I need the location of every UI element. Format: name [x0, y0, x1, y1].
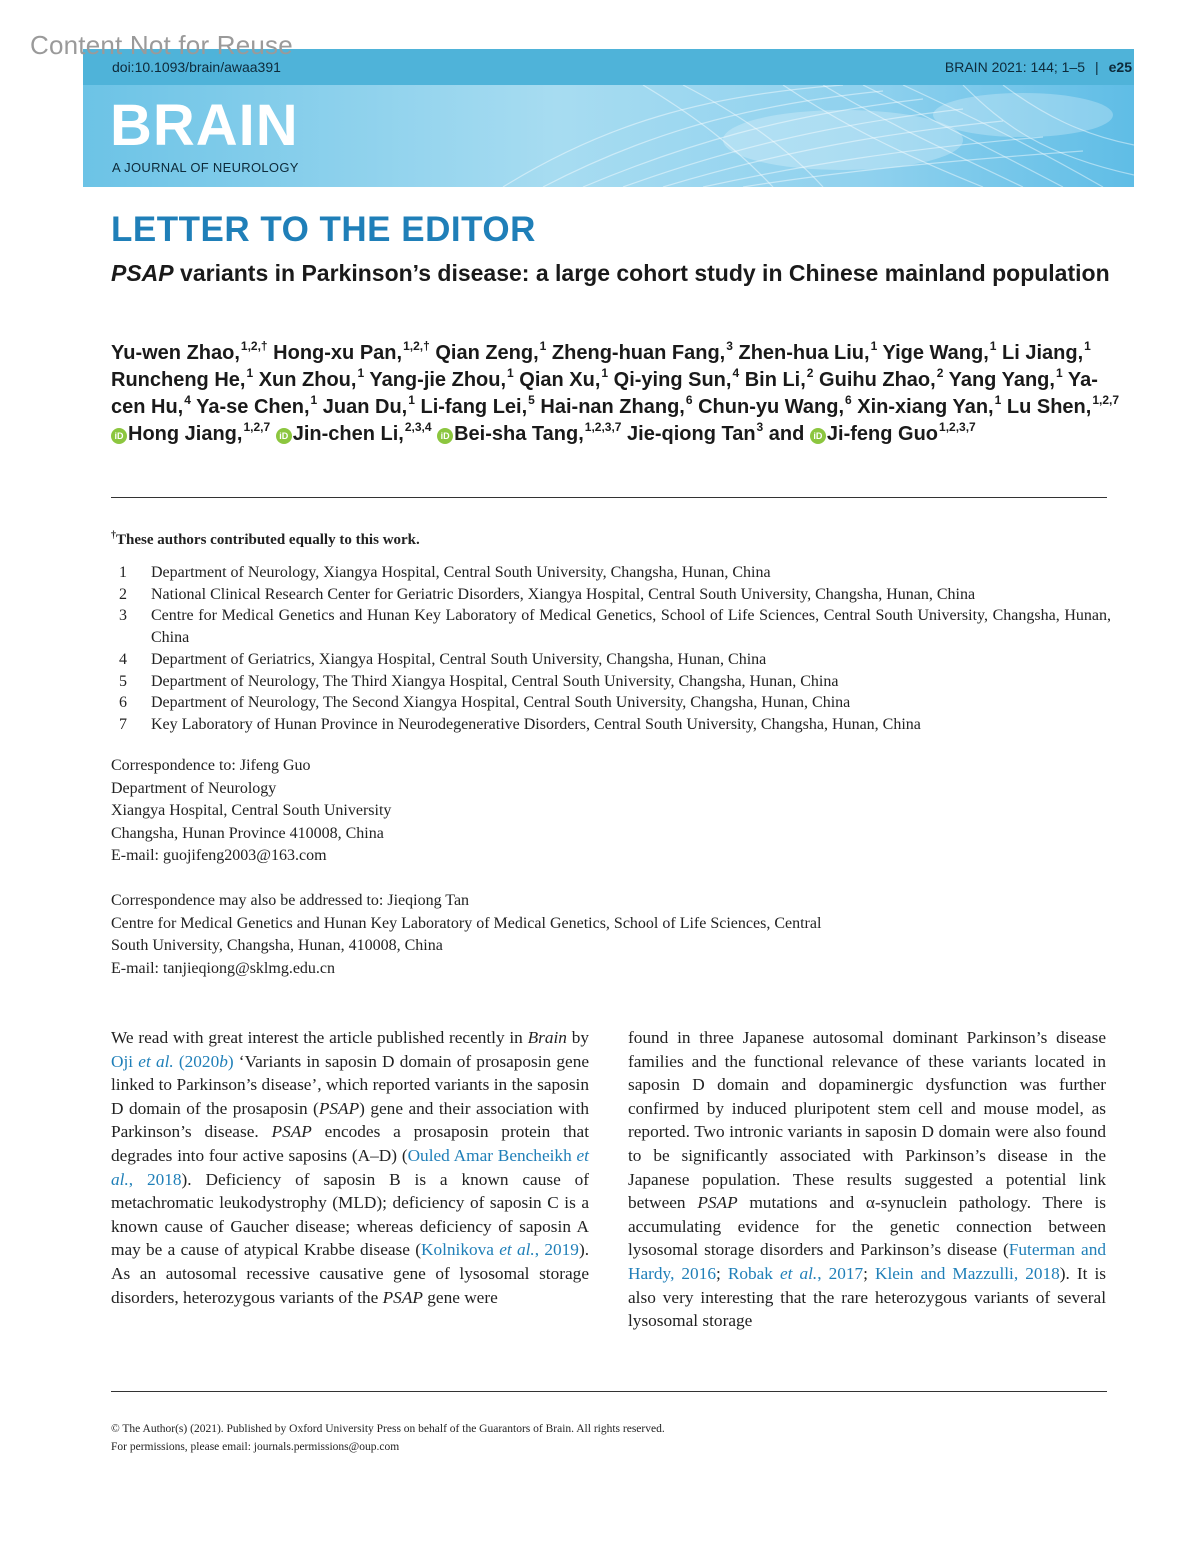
affiliation-list: [111, 562, 1111, 736]
author-name: Hong Jiang,: [128, 423, 243, 445]
citation-link[interactable]: Ouled Amar Bencheikh: [407, 1145, 577, 1165]
article-id: e25: [1108, 59, 1132, 75]
author-name: Xin-xiang Yan,: [857, 396, 994, 418]
journal-citation: BRAIN 2021: 144; 1–5 | e25: [944, 59, 1132, 75]
author-affiliation-marks: 1,2,3,7: [584, 420, 622, 434]
author: [1006, 393, 1120, 418]
author: [857, 393, 1002, 418]
author-name: Runcheng He,: [111, 369, 246, 391]
author: [819, 366, 944, 391]
author: [738, 339, 878, 364]
author: [540, 393, 693, 418]
affiliation-item: [111, 562, 1111, 584]
affiliation-item: [111, 605, 1111, 648]
email-line[interactable]: E-mail: guojifeng2003@163.com: [111, 847, 327, 865]
correspondence-secondary: [111, 890, 1111, 980]
author-name: Lu Shen,: [1006, 396, 1092, 418]
author: [111, 339, 268, 364]
affiliation-text: Department of Neurology, Xiangya Hospital, Central South University, Changsha, Hunan, China: [151, 564, 771, 581]
correspondence-line: Xiangya Hospital, Central South University: [111, 802, 392, 820]
author-affiliation-marks: 1,2,3,7: [939, 420, 976, 434]
author-name: Xun Zhou,: [258, 369, 357, 391]
affiliation-text: National Clinical Research Center for Geriatric Disorders, Xiangya Hospital, Central South University, Changsha, Hunan, China: [151, 585, 976, 603]
author: [111, 420, 271, 445]
citation-link[interactable]: (2020: [173, 1051, 220, 1071]
author-affiliation-marks: 1: [507, 366, 514, 380]
body-text: ) gene and their association with Parkinson’s disease.: [111, 1098, 590, 1142]
author-name: Jie-qiong Tan: [627, 423, 756, 445]
author: [519, 366, 609, 391]
body-text: by: [566, 1028, 589, 1047]
journal-logo: BRAIN: [110, 93, 299, 158]
body-text: ). It is also very interesting that the rare heterozygous variants of several lysosomal storage: [628, 1263, 1106, 1331]
affiliation-item: [111, 692, 1111, 714]
author-name: Yang Yang,: [948, 369, 1055, 391]
title-rest: variants in Parkinson’s disease: a large cohort study in Chinese mainland population: [173, 260, 1110, 286]
citation-link[interactable]: Klein and Mazzulli, 2018: [875, 1263, 1060, 1283]
body-text: mutations and α-synuclein pathology. There is accumulating evidence for the genetic connection between lysosomal storage disorders and Parkinson’s disease (: [628, 1193, 1106, 1260]
author-name: Yige Wang,: [882, 342, 989, 364]
italic-text: PSAP: [318, 1098, 360, 1118]
author-affiliation-marks: 1,2,†: [403, 339, 430, 353]
affiliation-number: 5: [119, 672, 127, 690]
affiliation-number: 3: [119, 607, 127, 625]
author: [613, 366, 740, 391]
doi-link[interactable]: doi:10.1093/brain/awaa391: [112, 59, 281, 75]
citation-link[interactable]: [780, 1264, 817, 1283]
author-affiliation-marks: 1: [994, 393, 1002, 407]
copyright-footer: [111, 1420, 665, 1456]
author-affiliation-marks: 5: [528, 393, 535, 407]
body-text: ‘Variants in saposin D domain of prosaposin gene linked to Parkinson’s disease’, which reported variants in the saposin D domain of the prosaposin (: [111, 1051, 589, 1118]
author-list: [111, 340, 1121, 448]
body-text: ;: [863, 1263, 876, 1283]
author: [948, 366, 1063, 391]
affiliation-number: 4: [119, 650, 127, 668]
affiliation-item: [111, 584, 1111, 606]
author-name: Yang-jie Zhou,: [369, 369, 507, 391]
author-affiliation-marks: 1: [989, 339, 997, 353]
author: [437, 420, 622, 445]
author-affiliation-marks: 4: [732, 366, 740, 380]
citation-italic: et al.: [138, 1051, 174, 1071]
affiliation-number: 1: [119, 564, 127, 581]
author: [882, 339, 997, 364]
equal-contribution-note: [111, 530, 420, 549]
body-column-right: [628, 1026, 1106, 1333]
author-affiliation-marks: 4: [184, 393, 191, 407]
author-affiliation-marks: 1,2,7: [243, 420, 271, 434]
affiliation-item: [111, 671, 1111, 693]
citation-italic: et al.: [499, 1240, 535, 1260]
citation-link[interactable]: ): [227, 1051, 234, 1071]
author-name: Hong-xu Pan,: [273, 342, 403, 364]
author: [322, 393, 415, 418]
author-affiliation-marks: 2: [806, 366, 814, 380]
affiliation-text: Department of Neurology, The Second Xiangya Hospital, Central South University, Changsha, Hunan, China: [151, 694, 851, 712]
author: [551, 339, 733, 364]
affiliation-item: [111, 649, 1111, 671]
author-affiliation-marks: 1: [408, 393, 415, 407]
orcid-icon[interactable]: iD: [437, 428, 453, 444]
section-label: LETTER TO THE EDITOR: [111, 210, 536, 249]
body-text: ). As an autosomal recessive causative gene of lysosomal storage disorders, heterozygous variants of the: [111, 1240, 590, 1307]
citation-italic: et al.: [779, 1263, 818, 1283]
citation-italic: et al.: [111, 1145, 589, 1189]
body-column-left: [111, 1026, 589, 1309]
journal-subtitle: A JOURNAL OF NEUROLOGY: [112, 160, 299, 175]
author: [627, 420, 764, 445]
author-affiliation-marks: 2: [936, 366, 944, 380]
author-name: Yu-wen Zhao,: [111, 342, 240, 364]
correspondence-line: Department of Neurology: [111, 779, 277, 797]
author-affiliation-marks: 1: [601, 366, 609, 380]
author-affiliation-marks: 1: [246, 366, 254, 380]
author-affiliation-marks: 3: [756, 420, 764, 434]
citation-link[interactable]: Oji: [111, 1051, 139, 1071]
correspondence-line: Changsha, Hunan Province 410008, China: [111, 824, 384, 842]
correspondence-line: Correspondence may also be addressed to: Jieqiong Tan: [111, 892, 470, 909]
citation-link[interactable]: [219, 1052, 228, 1071]
italic-text: Brain: [527, 1028, 567, 1047]
author: [258, 366, 365, 391]
citation-link[interactable]: , 2019: [534, 1240, 579, 1260]
author-affiliation-marks: 1: [1084, 339, 1091, 353]
author-name: Ya-cen Hu,: [111, 369, 1098, 418]
author: [196, 393, 318, 418]
citation-link[interactable]: , 2017: [817, 1263, 864, 1283]
author-name: Qian Zeng,: [435, 342, 539, 364]
author-affiliation-marks: 1: [1055, 366, 1063, 380]
citation-italic: b: [219, 1051, 228, 1071]
author: [435, 339, 547, 364]
author-name: Hai-nan Zhang,: [540, 396, 685, 418]
correspondence-line: Correspondence to: Jifeng Guo: [111, 757, 311, 774]
body-text: ). Deficiency of saposin B is a known cause of metachromatic leukodystrophy (MLD); deficiency of saposin C is a known cause of Gaucher disease; whereas deficiency of saposin A may be a cause of atypical Krabbe disease (: [111, 1169, 590, 1260]
correspondence-line: Centre for Medical Genetics and Hunan Key Laboratory of Medical Genetics, School of Life Sciences, Central: [111, 914, 822, 932]
citation-link[interactable]: Robak: [727, 1263, 780, 1283]
copyright-line: © The Author(s) (2021). Published by Oxford University Press on behalf of the Guarantors of Brain. All rights reserved.: [111, 1423, 665, 1435]
correspondence-primary: [111, 755, 1111, 868]
author-name: Bin Li,: [744, 369, 806, 391]
author: [769, 423, 805, 445]
citation-link[interactable]: , 2018: [128, 1169, 182, 1189]
italic-text: PSAP: [382, 1287, 423, 1307]
author-affiliation-marks: 3: [726, 339, 733, 353]
affiliation-number: 2: [119, 585, 127, 603]
citation-link[interactable]: [138, 1052, 173, 1071]
author-affiliation-marks: 6: [845, 393, 852, 407]
author: [698, 393, 852, 418]
footer-divider: [111, 1391, 1107, 1392]
citation-link[interactable]: [499, 1240, 535, 1259]
author-affiliation-marks: 1,2,†: [240, 339, 268, 353]
orcid-icon[interactable]: iD: [111, 428, 127, 444]
body-text: gene were: [422, 1287, 498, 1307]
affiliation-text: Centre for Medical Genetics and Hunan Key Laboratory of Medical Genetics, School of Life Sciences, Central South University, Changsha, Hunan, China: [151, 607, 1111, 647]
body-text: We read with great interest the article published recently in: [111, 1028, 528, 1047]
author-affiliation-marks: 6: [685, 393, 693, 407]
orcid-icon[interactable]: iD: [276, 428, 292, 444]
author-name: Li Jiang,: [1002, 342, 1084, 364]
affiliation-number: 6: [119, 694, 127, 712]
affiliation-number: 7: [119, 715, 127, 733]
author-affiliation-marks: 1,2,7: [1092, 393, 1120, 407]
correspondence-line: South University, Changsha, Hunan, 410008, China: [111, 937, 443, 955]
author: [273, 339, 430, 364]
watermark: Content Not for Reuse: [30, 30, 293, 60]
body-text: ;: [715, 1263, 728, 1283]
citation-link[interactable]: Futerman and Hardy, 2016: [628, 1240, 1106, 1283]
affiliation-text: Key Laboratory of Hunan Province in Neurodegenerative Disorders, Central South University, Changsha, Hunan, China: [151, 715, 921, 733]
citation-link[interactable]: Kolnikova: [420, 1240, 500, 1260]
dagger-mark: †: [111, 530, 116, 541]
author-name: Bei-sha Tang,: [454, 423, 584, 445]
author-affiliation-marks: 1: [310, 393, 318, 407]
title-gene: PSAP: [111, 260, 174, 286]
author-name: Jin-chen Li,: [292, 423, 404, 445]
author-name: Li-fang Lei,: [420, 396, 528, 418]
author-name: Chun-yu Wang,: [698, 396, 845, 418]
author: [369, 366, 514, 391]
author-affiliation-marks: 2,3,4: [404, 420, 432, 434]
body-text: found in three Japanese autosomal dominant Parkinson’s disease families and the functional relevance of these variants located in saposin D domain and dopaminergic dysfunction was further confirmed by induced pluripotent stem cell and mouse model, as reported. Two intronic variants in saposin D domain were also found to be significantly associated with Parkinson’s disease in the Japanese population. These results suggested a potential link between: [628, 1028, 1106, 1213]
affiliation-text: Department of Neurology, The Third Xiangya Hospital, Central South University, Changsha, Hunan, China: [151, 672, 839, 690]
author-name: Zheng-huan Fang,: [551, 342, 726, 364]
italic-text: PSAP: [271, 1122, 312, 1142]
affiliation-text: Department of Geriatrics, Xiangya Hospital, Central South University, Changsha, Hunan, China: [151, 650, 767, 668]
divider: [111, 497, 1107, 498]
author-affiliation-marks: 1: [539, 339, 547, 353]
italic-text: PSAP: [697, 1193, 738, 1213]
author: [1002, 339, 1091, 364]
article-title: [111, 258, 1111, 289]
author-name: Guihu Zhao,: [819, 369, 936, 391]
permissions-line: For permissions, please email: journals.permissions@oup.com: [111, 1441, 400, 1453]
author-name: Qi-ying Sun,: [613, 369, 732, 391]
author: [420, 393, 535, 418]
author-affiliation-marks: 1: [357, 366, 365, 380]
affiliation-item: [111, 714, 1111, 736]
author: [810, 420, 976, 445]
author-affiliation-marks: 1: [870, 339, 878, 353]
email-line[interactable]: E-mail: tanjieqiong@sklmg.edu.cn: [111, 959, 336, 977]
author-name: Juan Du,: [322, 396, 408, 418]
orcid-icon[interactable]: iD: [810, 428, 826, 444]
author-name: Ji-feng Guo: [826, 423, 939, 445]
equal-contribution-text: These authors contributed equally to this work.: [116, 532, 420, 548]
journal-ref: BRAIN 2021: 144; 1–5: [944, 59, 1085, 75]
author-name: Ya-se Chen,: [196, 396, 310, 418]
author-name: Zhen-hua Liu,: [738, 342, 870, 364]
author-name: Qian Xu,: [519, 369, 601, 391]
author: [744, 366, 814, 391]
author-name: and: [768, 423, 805, 445]
author: [111, 366, 254, 391]
body-text: encodes a prosaposin protein that degrades into four active saposins (A–D) (: [111, 1122, 589, 1165]
author: [276, 420, 432, 445]
